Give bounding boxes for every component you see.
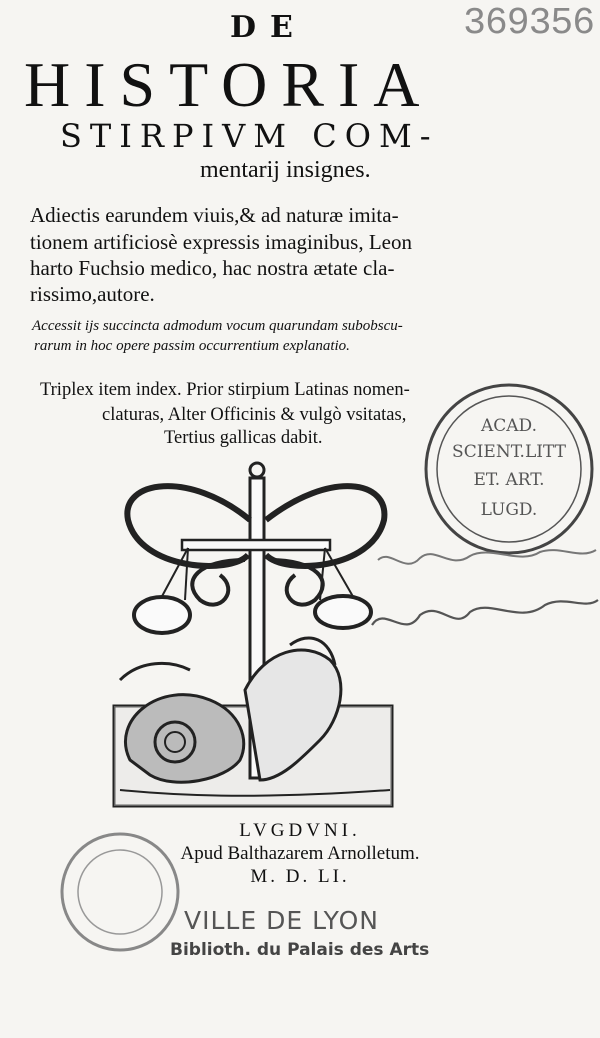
library-stamp-subtitle: Biblioth. du Palais des Arts: [170, 940, 430, 960]
staff-ring: [250, 463, 264, 477]
academy-stamp-ring: [426, 385, 592, 553]
index-note-line: claturas, Alter Officinis & vulgò vsitatas,: [102, 405, 407, 425]
index-note-line: Triplex item index. Prior stirpium Latinas nomen-: [40, 380, 410, 400]
imprint-publisher: Apud Balthazarem Arnolletum.: [180, 843, 420, 864]
balance-beam: [182, 540, 330, 550]
shelf-mark: 369356: [463, 2, 594, 45]
description-line: tionem artificiosè expressis imaginibus, Leon: [30, 230, 412, 254]
academy-stamp-line: LUGD.: [480, 500, 538, 520]
title-line-historia: HISTORIA: [24, 49, 434, 120]
imprint-city: LVGDVNI.: [239, 820, 361, 841]
description-line: Adiectis earundem viuis,& ad naturæ imita-: [30, 203, 399, 227]
addendum-line: rarum in hoc opere passim occurrentium explanatio.: [34, 338, 350, 354]
title-line-de: DE: [230, 10, 307, 45]
description-line: harto Fuchsio medico, hac nostra ætate cla-: [30, 256, 395, 280]
description-line: rissimo,autore.: [30, 282, 155, 306]
title-line-commentarii: mentarij insignes.: [200, 157, 371, 183]
addendum-line: Accessit ijs succincta admodum vocum quarundam subobscu-: [32, 318, 403, 334]
index-note-line: Tertius gallicas dabit.: [164, 428, 323, 448]
academy-stamp-line: ACAD.: [481, 416, 537, 436]
scale-pan-left: [134, 597, 190, 633]
library-stamp-name: VILLE DE LYON: [184, 906, 379, 935]
ribbon-left: [127, 486, 250, 566]
scale-pan-right: [315, 596, 371, 628]
imprint-year: M. D. LI.: [250, 866, 350, 887]
title-line-stirpium: STIRPIVM COM-: [60, 117, 439, 155]
handwritten-signature-2: [372, 600, 598, 625]
handwritten-signature-1: [378, 550, 596, 564]
academy-stamp-line: ET. ART.: [473, 470, 545, 490]
academy-stamp-line: SCIENT.LITT: [452, 442, 566, 462]
